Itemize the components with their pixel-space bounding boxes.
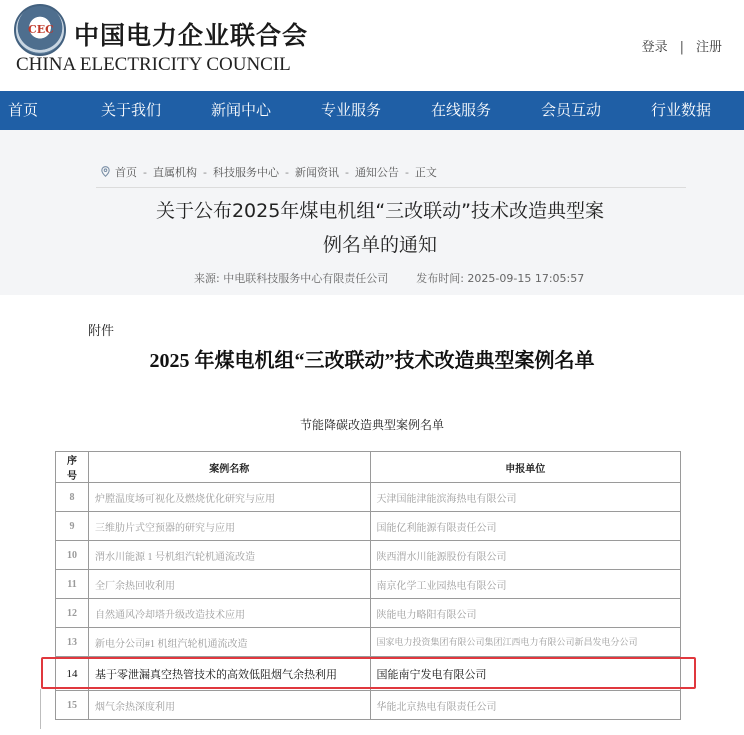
table-header-row [56, 452, 681, 483]
nav-item-home[interactable]: 首页 [8, 101, 39, 119]
breadcrumb-tech-center[interactable]: 科技服务中心 [212, 166, 279, 179]
article-source: 来源: 中电联科技服务中心有限责任公司 [194, 272, 389, 285]
row-seq: 15 [56, 691, 89, 720]
row-seq: 11 [56, 570, 89, 599]
row-seq: 12 [56, 599, 89, 628]
article-title [120, 194, 640, 262]
row-applicant: 国家电力投资集团有限公司集团江西电力有限公司新昌发电分公司 [370, 628, 681, 657]
row-seq: 13 [56, 628, 89, 657]
article-meta [194, 270, 584, 286]
row-applicant: 南京化学工业园热电有限公司 [370, 570, 681, 599]
breadcrumb-home[interactable]: 首页 [115, 166, 137, 179]
breadcrumb-news[interactable]: 新闻资讯 [294, 166, 339, 179]
site-name-en: CHINA ELECTRICITY COUNCIL [16, 54, 291, 75]
row-applicant: 国能亿利能源有限责任公司 [370, 512, 681, 541]
breadcrumb-dash: - [202, 166, 207, 179]
nav-item-online[interactable]: 在线服务 [431, 101, 492, 119]
row-case-name: 全厂余热回收利用 [88, 570, 370, 599]
highlight-box [41, 657, 696, 689]
breadcrumb-current: 正文 [414, 166, 437, 179]
breadcrumb-direct-org[interactable]: 直属机构 [152, 166, 197, 179]
breadcrumb [100, 164, 437, 180]
table-row [56, 691, 681, 720]
nav-item-members[interactable]: 会员互动 [541, 101, 602, 119]
table-row [56, 570, 681, 599]
table-row [56, 628, 681, 657]
row-seq: 9 [56, 512, 89, 541]
nav-item-about[interactable]: 关于我们 [101, 101, 162, 119]
nav-item-services[interactable]: 专业服务 [321, 101, 382, 119]
breadcrumb-dash: - [404, 166, 409, 179]
row-applicant: 国能南宁发电有限公司 [370, 657, 681, 691]
attachment-label: 附件 [88, 324, 115, 339]
row-applicant: 陕能电力略阳有限公司 [370, 599, 681, 628]
article-publish-time: 发布时间: 2025-09-15 17:05:57 [416, 272, 585, 285]
location-pin-icon [100, 166, 111, 177]
table-row [56, 541, 681, 570]
header-applicant: 申报单位 [370, 452, 681, 483]
auth-links [642, 36, 722, 55]
header-case-name: 案例名称 [88, 452, 370, 483]
main-nav [0, 91, 744, 130]
cec-logo[interactable] [14, 4, 66, 56]
row-seq: 8 [56, 483, 89, 512]
breadcrumb-dash: - [284, 166, 289, 179]
breadcrumb-dash: - [143, 166, 147, 179]
row-seq: 14 [56, 657, 89, 691]
article-title-line-1: 关于公布2025年煤电机组“三改联动”技术改造典型案 [155, 200, 605, 222]
breadcrumb-notices[interactable]: 通知公告 [354, 166, 399, 179]
case-list-title: 2025 年煤电机组“三改联动”技术改造典型案例名单 [149, 350, 595, 372]
register-link[interactable]: 注册 [695, 40, 722, 55]
row-case-name: 三维肋片式空预器的研究与应用 [88, 512, 370, 541]
login-link[interactable]: 登录 [641, 40, 668, 55]
row-seq: 10 [56, 541, 89, 570]
logo-text: CEC [28, 23, 54, 36]
nav-item-data[interactable]: 行业数据 [651, 101, 712, 119]
table-row [56, 512, 681, 541]
row-applicant: 天津国能津能滨海热电有限公司 [370, 483, 681, 512]
site-name-cn[interactable]: 中国电力企业联合会 [74, 21, 309, 50]
row-applicant: 华能北京热电有限责任公司 [370, 691, 681, 720]
row-applicant: 陕西渭水川能源股份有限公司 [370, 541, 681, 570]
table-edge-line [40, 689, 41, 729]
row-case-name: 新电分公司#1 机组汽轮机通流改造 [88, 628, 370, 657]
header-seq: 序号 [56, 452, 89, 483]
auth-separator: | [679, 40, 684, 55]
row-case-name: 基于零泄漏真空热管技术的高效低阻烟气余热利用 [88, 657, 370, 691]
breadcrumb-dash: - [344, 166, 349, 179]
breadcrumb-divider [96, 187, 686, 188]
row-case-name: 烟气余热深度利用 [88, 691, 370, 720]
site-header [0, 0, 744, 90]
table-row [56, 599, 681, 628]
case-list-subtitle: 节能降碳改造典型案例名单 [299, 418, 444, 432]
nav-item-news[interactable]: 新闻中心 [211, 101, 272, 119]
row-case-name: 炉膛温度场可视化及燃烧优化研究与应用 [88, 483, 370, 512]
table-row [56, 483, 681, 512]
row-case-name: 渭水川能源 1 号机组汽轮机通流改造 [88, 541, 370, 570]
row-case-name: 自然通风冷却塔升级改造技术应用 [88, 599, 370, 628]
article-title-line-2: 例名单的通知 [322, 234, 437, 256]
